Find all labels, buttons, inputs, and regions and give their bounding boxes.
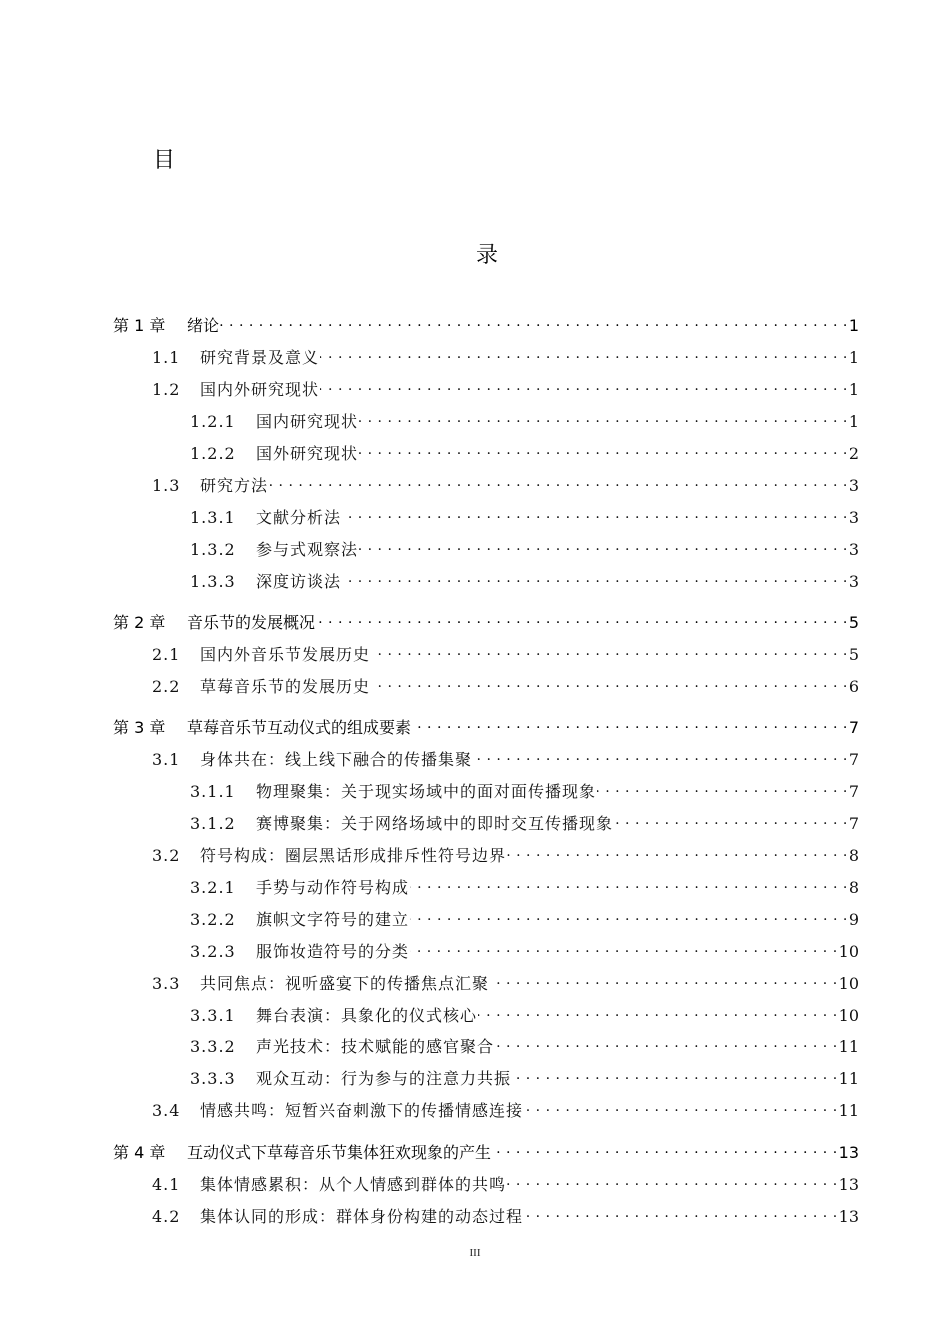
toc-entry-page-number: 11 [838,1037,859,1056]
toc-entry-title: 集体认同的形成：群体身份构建的动态过程 [200,1207,524,1226]
toc-entry-title: 服饰妆造符号的分类 [256,942,410,961]
toc-subsection-entry[interactable] [190,1003,859,1027]
toc-entry-number: 1.2.1 [190,412,236,431]
toc-entry-page-number: 13 [838,1175,859,1194]
toc-section-entry[interactable] [152,345,859,369]
dot-leader [490,971,838,989]
toc-entry-page-number: 1 [848,316,859,335]
toc-entry-title: 文献分析法 [256,508,342,527]
toc-entry-number: 第 3 章 [113,718,166,737]
toc-entry-page-number: 7 [848,718,859,737]
toc-entry-page-number: 3 [848,476,859,495]
toc-subsection-entry[interactable] [190,811,859,835]
toc-entry-page-number: 1 [848,412,859,431]
dot-leader [220,313,848,331]
toc-entry-title: 互动仪式下草莓音乐节集体狂欢现象的产生 [187,1143,492,1162]
toc-entry-title: 绪论 [187,316,220,335]
toc-entry-title: 情感共鸣：短暂兴奋刺激下的传播情感连接 [200,1101,524,1120]
toc-entry-title: 国外研究现状 [256,444,359,463]
toc-section-entry[interactable] [152,674,859,698]
toc-entry-number: 3.4 [152,1101,181,1120]
dot-leader [495,1034,838,1052]
toc-entry-title: 舞台表演：具象化的仪式核心 [256,1006,478,1025]
dot-leader [371,674,848,692]
toc-entry-page-number: 10 [838,974,859,993]
toc-entry-number: 2.2 [152,677,181,696]
toc-entry-page-number: 11 [838,1069,859,1088]
toc-entry-title: 草莓音乐节互动仪式的组成要素 [187,718,412,737]
toc-entry-title: 物理聚集：关于现实场域中的面对面传播现象 [256,782,597,801]
toc-entry-page-number: 13 [838,1143,859,1162]
dot-leader [473,747,848,765]
toc-entry-title: 研究方法 [200,476,269,495]
dot-leader [269,473,848,491]
toc-subsection-entry[interactable] [190,569,859,593]
page-number-footer: III [469,1247,481,1259]
toc-entry-title: 研究背景及意义 [200,348,320,367]
toc-section-entry[interactable] [152,473,859,497]
dot-leader [410,875,848,893]
toc-entry-page-number: 5 [848,613,859,632]
toc-entry-page-number: 8 [848,878,859,897]
dot-leader [342,505,848,523]
toc-entry-page-number: 3 [848,572,859,591]
toc-entry-title: 声光技术：技术赋能的感官聚合 [256,1037,495,1056]
toc-entry-page-number: 5 [848,645,859,664]
toc-entry-page-number: 7 [848,814,859,833]
toc-entry-number: 1.3.2 [190,540,236,559]
toc-entry-title: 符号构成：圈层黑话形成排斥性符号边界 [200,846,507,865]
toc-entry-title: 身体共在：线上线下融合的传播集聚 [200,750,473,769]
dot-leader [492,1140,838,1158]
dot-leader [478,1003,838,1021]
toc-entry-number: 1.3.3 [190,572,236,591]
toc-entry-number: 3.2.1 [190,878,236,897]
toc-entry-number: 第 4 章 [113,1143,166,1162]
dot-leader [507,1172,838,1190]
toc-entry-number: 1.1 [152,348,181,367]
toc-subsection-entry[interactable] [190,505,859,529]
toc-section-entry[interactable] [152,843,859,867]
toc-entry-page-number: 10 [838,1006,859,1025]
toc-entry-title: 国内外音乐节发展历史 [200,645,371,664]
toc-entry-page-number: 8 [848,846,859,865]
toc-section-entry[interactable] [152,377,859,401]
toc-section-entry[interactable] [152,971,859,995]
toc-entry-page-number: 6 [848,677,859,696]
toc-subsection-entry[interactable] [190,779,859,803]
dot-leader [597,779,848,797]
dot-leader [507,843,848,861]
dot-leader [359,441,848,459]
toc-subsection-entry[interactable] [190,409,859,433]
toc-section-entry[interactable] [152,1204,859,1228]
toc-entry-title: 赛博聚集：关于网络场域中的即时交互传播现象 [256,814,614,833]
toc-entry-number: 1.2 [152,380,181,399]
toc-entry-title: 深度访谈法 [256,572,342,591]
toc-chapter-entry[interactable] [113,715,859,739]
toc-subsection-entry[interactable] [190,875,859,899]
toc-entry-page-number: 13 [838,1207,859,1226]
toc-chapter-entry[interactable] [113,313,859,337]
toc-entry-title: 音乐节的发展概况 [187,613,316,632]
toc-entry-number: 3.3 [152,974,181,993]
toc-entry-page-number: 2 [848,444,859,463]
toc-entry-title: 旗帜文字符号的建立 [256,910,410,929]
toc-entry-number: 4.1 [152,1175,181,1194]
toc-entry-number: 3.2 [152,846,181,865]
dot-leader [342,569,848,587]
toc-entry-number: 3.2.2 [190,910,236,929]
toc-section-entry[interactable] [152,1098,859,1122]
dot-leader [371,642,848,660]
toc-entry-number: 1.3 [152,476,181,495]
toc-entry-number: 3.1.1 [190,782,236,801]
toc-title-part-1: 目 [153,148,176,173]
toc-entry-number: 3.3.2 [190,1037,236,1056]
toc-entry-number: 1.2.2 [190,444,236,463]
toc-subsection-entry[interactable] [190,441,859,465]
toc-subsection-entry[interactable] [190,537,859,561]
toc-entry-page-number: 3 [848,508,859,527]
toc-entry-number: 1.3.1 [190,508,236,527]
toc-section-entry[interactable] [152,642,859,666]
toc-section-entry[interactable] [152,1172,859,1196]
dot-leader [359,409,848,427]
dot-leader [316,610,848,628]
toc-entry-title: 共同焦点：视听盛宴下的传播焦点汇聚 [200,974,490,993]
dot-leader [359,537,848,555]
toc-entry-number: 3.1.2 [190,814,236,833]
dot-leader [524,1204,838,1222]
toc-entry-number: 3.2.3 [190,942,236,961]
dot-leader [410,939,838,957]
toc-entry-title: 观众互动：行为参与的注意力共振 [256,1069,512,1088]
toc-entry-number: 3.3.1 [190,1006,236,1025]
toc-entry-title: 国内研究现状 [256,412,359,431]
dot-leader [524,1098,838,1116]
toc-entry-page-number: 9 [848,910,859,929]
toc-entry-page-number: 1 [848,348,859,367]
toc-section-entry[interactable] [152,747,859,771]
dot-leader [614,811,848,829]
dot-leader [320,345,848,363]
dot-leader [410,907,848,925]
toc-entry-number: 第 2 章 [113,613,166,632]
toc-entry-number: 3.3.3 [190,1069,236,1088]
toc-entry-title: 草莓音乐节的发展历史 [200,677,371,696]
toc-entry-title: 集体情感累积：从个人情感到群体的共鸣 [200,1175,507,1194]
toc-entry-page-number: 7 [848,782,859,801]
dot-leader [320,377,848,395]
toc-entry-number: 4.2 [152,1207,181,1226]
toc-entry-page-number: 7 [848,750,859,769]
toc-entry-title: 手势与动作符号构成 [256,878,410,897]
toc-entry-title: 参与式观察法 [256,540,359,559]
dot-leader [412,715,848,733]
toc-entry-number: 第 1 章 [113,316,166,335]
toc-title-part-2: 录 [476,243,499,268]
dot-leader [512,1066,838,1084]
toc-subsection-entry[interactable] [190,1034,859,1058]
toc-entry-page-number: 1 [848,380,859,399]
toc-subsection-entry[interactable] [190,1066,859,1090]
toc-chapter-entry[interactable] [113,610,859,634]
toc-subsection-entry[interactable] [190,907,859,931]
toc-entry-number: 2.1 [152,645,181,664]
toc-chapter-entry[interactable] [113,1140,859,1164]
toc-entry-page-number: 10 [838,942,859,961]
toc-entry-page-number: 11 [838,1101,859,1120]
toc-entry-number: 3.1 [152,750,181,769]
toc-entry-title: 国内外研究现状 [200,380,320,399]
toc-subsection-entry[interactable] [190,939,859,963]
toc-entry-page-number: 3 [848,540,859,559]
